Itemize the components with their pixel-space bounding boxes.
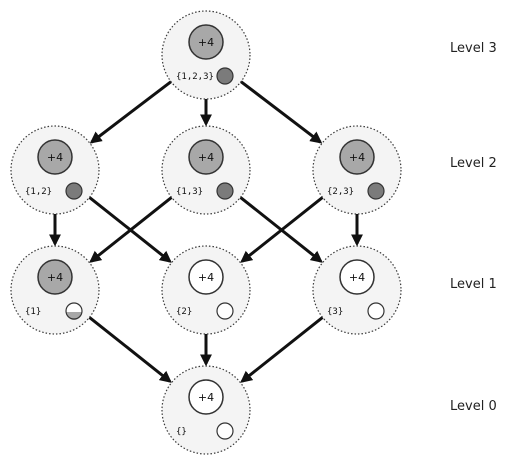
- edges-layer: [55, 78, 357, 381]
- edge-arrow-n123-n12: [92, 78, 176, 142]
- node-n1: [11, 246, 99, 334]
- node-set-label: {3}: [327, 307, 344, 317]
- node-n12: [11, 126, 99, 214]
- edge-arrow-n1-n0: [85, 314, 170, 382]
- node-n13: [162, 126, 250, 214]
- node-status-circle: [217, 183, 233, 199]
- level-3-label: Level 3: [450, 41, 497, 56]
- node-value-label: +4: [197, 151, 215, 164]
- node-value-label: +4: [197, 271, 215, 284]
- levels-layer: [450, 41, 497, 414]
- edge-arrow-n123-n23: [236, 78, 320, 142]
- node-set-label: {1,2,3}: [176, 72, 214, 82]
- node-n3: [313, 246, 401, 334]
- node-set-label: {1,3}: [176, 187, 204, 197]
- node-n123: [162, 11, 250, 99]
- edge-arrow-n13-n1: [91, 194, 176, 262]
- node-status-circle: [368, 303, 384, 319]
- edge-arrow-n12-n2: [85, 194, 170, 262]
- level-2-label: Level 2: [450, 156, 497, 171]
- level-0-label: Level 0: [450, 399, 497, 414]
- node-value-label: +4: [197, 36, 215, 49]
- node-status-circle: [217, 423, 233, 439]
- level-1-label: Level 1: [450, 277, 497, 292]
- node-set-label: {1}: [25, 307, 42, 317]
- node-value-label: +4: [46, 151, 64, 164]
- node-value-label: +4: [348, 271, 366, 284]
- node-status-circle: [368, 183, 384, 199]
- node-value-label: +4: [348, 151, 366, 164]
- edge-arrow-n3-n0: [242, 314, 327, 382]
- node-set-label: {2,3}: [327, 187, 355, 197]
- node-set-label: {1,2}: [25, 187, 53, 197]
- node-set-label: {}: [176, 427, 187, 437]
- nodes-layer: [11, 11, 401, 454]
- node-set-label: {2}: [176, 307, 193, 317]
- node-n23: [313, 126, 401, 214]
- node-status-circle: [217, 68, 233, 84]
- node-value-label: +4: [46, 271, 64, 284]
- edge-arrow-n13-n3: [236, 194, 321, 262]
- node-status-circle: [217, 303, 233, 319]
- edge-arrow-n23-n2: [242, 194, 327, 262]
- node-value-label: +4: [197, 391, 215, 404]
- node-n0: [162, 366, 250, 454]
- node-status-circle: [66, 183, 82, 199]
- node-n2: [162, 246, 250, 334]
